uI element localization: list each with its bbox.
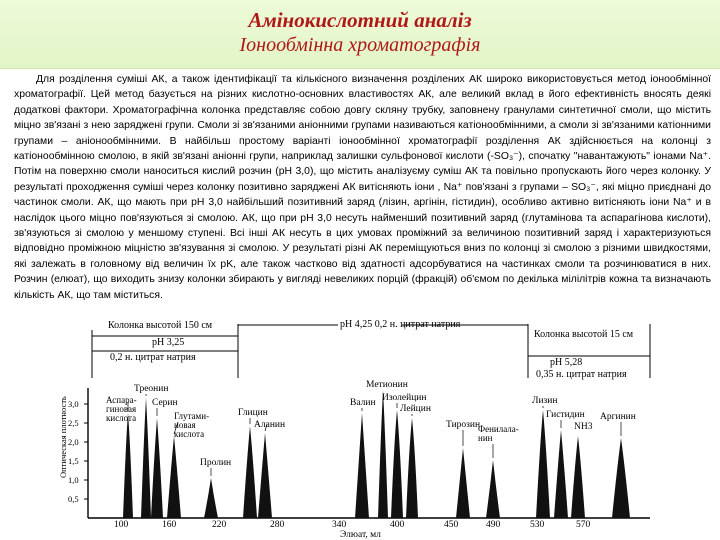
x-tick: 530: [530, 520, 545, 530]
peak-label-gly: Глицин: [238, 408, 268, 418]
peak-val: [355, 413, 369, 518]
peak-label-arg: Аргинин: [600, 412, 636, 422]
peak-label-ser: Серин: [152, 398, 178, 408]
x-tick: 160: [162, 520, 177, 530]
y-tick: 3,0: [68, 399, 79, 409]
y-tick: 1,5: [68, 456, 79, 466]
x-tick: 340: [332, 520, 347, 530]
long-column-label: Колонка высотой 150 см: [108, 320, 213, 331]
peak-arg: [612, 438, 630, 518]
peak-label-glu: Глутами- новая кислота: [174, 411, 210, 439]
peak-label-met: Метионин: [366, 380, 408, 390]
y-tick: 2,5: [68, 418, 79, 428]
peak-label-leu: Лейцин: [400, 404, 431, 414]
peak-label-ala: Аланин: [254, 420, 286, 430]
y-axis-label: Оптическая плотность: [58, 396, 68, 478]
peak-his: [554, 430, 568, 518]
x-axis-label: Элюат, мл: [340, 530, 381, 540]
peak-label-tre: Треонин: [134, 384, 169, 394]
short-column-ph: pH 5,28: [550, 357, 583, 368]
peak-ser: [151, 418, 163, 518]
long-column-buffer: 0,2 н. цитрат натрия: [110, 352, 196, 363]
peak-label-nh3: NH3: [574, 422, 593, 432]
x-tick: 220: [212, 520, 227, 530]
short-column-label: Колонка высотой 15 см: [534, 329, 634, 340]
peak-phe: [486, 460, 500, 518]
peak-label-asp: Аспара- гиновая кислота: [106, 395, 137, 423]
peak-lys: [536, 410, 550, 518]
peak-ala: [258, 433, 272, 518]
middle-buffer-label: pH 4,25 0,2 н. цитрат натрия: [340, 319, 461, 330]
peak-label-lys: Лизин: [532, 396, 558, 406]
peak-glu: [167, 436, 181, 518]
x-tick: 280: [270, 520, 285, 530]
x-tick: 400: [390, 520, 405, 530]
body-paragraph: Для розділення суміші АК, а також ідентифікації та кількісного визначення розділених АК широко використовується метод іонообмінної хроматографії. Цей метод базується на різних кислотно-основних властивостях АК, але великий вклад в його ефективність вносять деякі додаткові фактори. Хроматографічна колонка представляє собою довгу скляну трубку, заповнену гранулами синтетичної смоли, що містить міцно зв'язані з нею заряджені групи. Смоли зі зв'язаними аніонними групами називаються катіонообмінними, а смоли зі зв'язаними катіонними групами – аніонообмінними. В найбільш простому варіанті іонообмінної хроматографії розділення АК здійснюється на колонці з катіонообмінною смолою, в якій зв'язані аніонні групи, наприклад залишки сульфонової кислоти (-SO₃⁻), спочатку "навантажують" іонами Na⁺. Потім на поверхню смоли наноситься кислий розчин (pH 3,0), що містить аналізуєму суміш АК та повільно пропускають його через колонку. У результаті проходження суміші через колонку позитивно заряджені АК витісняють іони , Na⁺ пов'язані з групами – SO₃⁻, які міцно приєднані до частинок смоли. АК, що мають при pH 3,0 найбільший позитивний заряд (лізин, аргінін, гістидин), особливо активно витісняють іони Na⁺ и в наслідок цього міцно пов'язуються зі смолою. АК, що при pH 3,0 несуть найменший позитивний заряд (глутамінова та аспарагінова кислоти), зв'язуються зі смолою у меншому ступені. Всі інші АК несуть в цих умовах проміжний за величиною позитивний заряд і характеризуються відповідно проміжною міцністю зв'язування зі смолою. У результаті різні АК переміщуються вниз по колонці зі смолою з різними швидкостями, які залежать в головному від величин їх pK, але також частково від здатності адсорбуватися на частинках смоли та розчинюватися в них. Розчин (елюат), що виходить знизу колонки збирають у вигляді невеликих порцій (фракцій) об'ємом по декілька мілілітрів кожна та визначають кількість АК, що там міститься.: [14, 74, 711, 301]
peak-ile: [391, 410, 403, 518]
peak-label-phe: Фенилала- нин: [478, 424, 519, 443]
peak-tre: [141, 398, 151, 518]
title-banner: [0, 0, 720, 69]
peak-pro: [204, 478, 218, 518]
peak-label-his: Гистидин: [546, 410, 585, 420]
x-tick: 450: [444, 520, 459, 530]
y-tick: 2,0: [68, 437, 79, 447]
peak-asp: [123, 413, 133, 518]
peak-label-tyr: Тирозин: [446, 420, 481, 430]
peak-nh3: [571, 436, 585, 518]
page-title: Амінокислотний аналіз: [248, 8, 472, 32]
x-tick: 100: [114, 520, 129, 530]
x-tick: 570: [576, 520, 591, 530]
x-tick: 490: [486, 520, 501, 530]
peak-label-val: Валин: [350, 398, 376, 408]
peak-label-ile: Изолейцин: [382, 393, 427, 403]
page-subtitle: Іонообмінна хроматографія: [239, 34, 481, 56]
peak-tyr: [456, 448, 470, 518]
short-column-buffer: 0,35 н. цитрат натрия: [536, 369, 627, 380]
chromatogram-figure: [60, 318, 660, 540]
peak-label-pro: Пролин: [200, 458, 232, 468]
y-tick: 0,5: [68, 494, 79, 504]
y-tick: 1,0: [68, 475, 79, 485]
peak-met: [378, 390, 388, 518]
peak-leu: [406, 418, 418, 518]
long-column-ph: pH 3,25: [152, 337, 185, 348]
peak-gly: [243, 426, 257, 518]
